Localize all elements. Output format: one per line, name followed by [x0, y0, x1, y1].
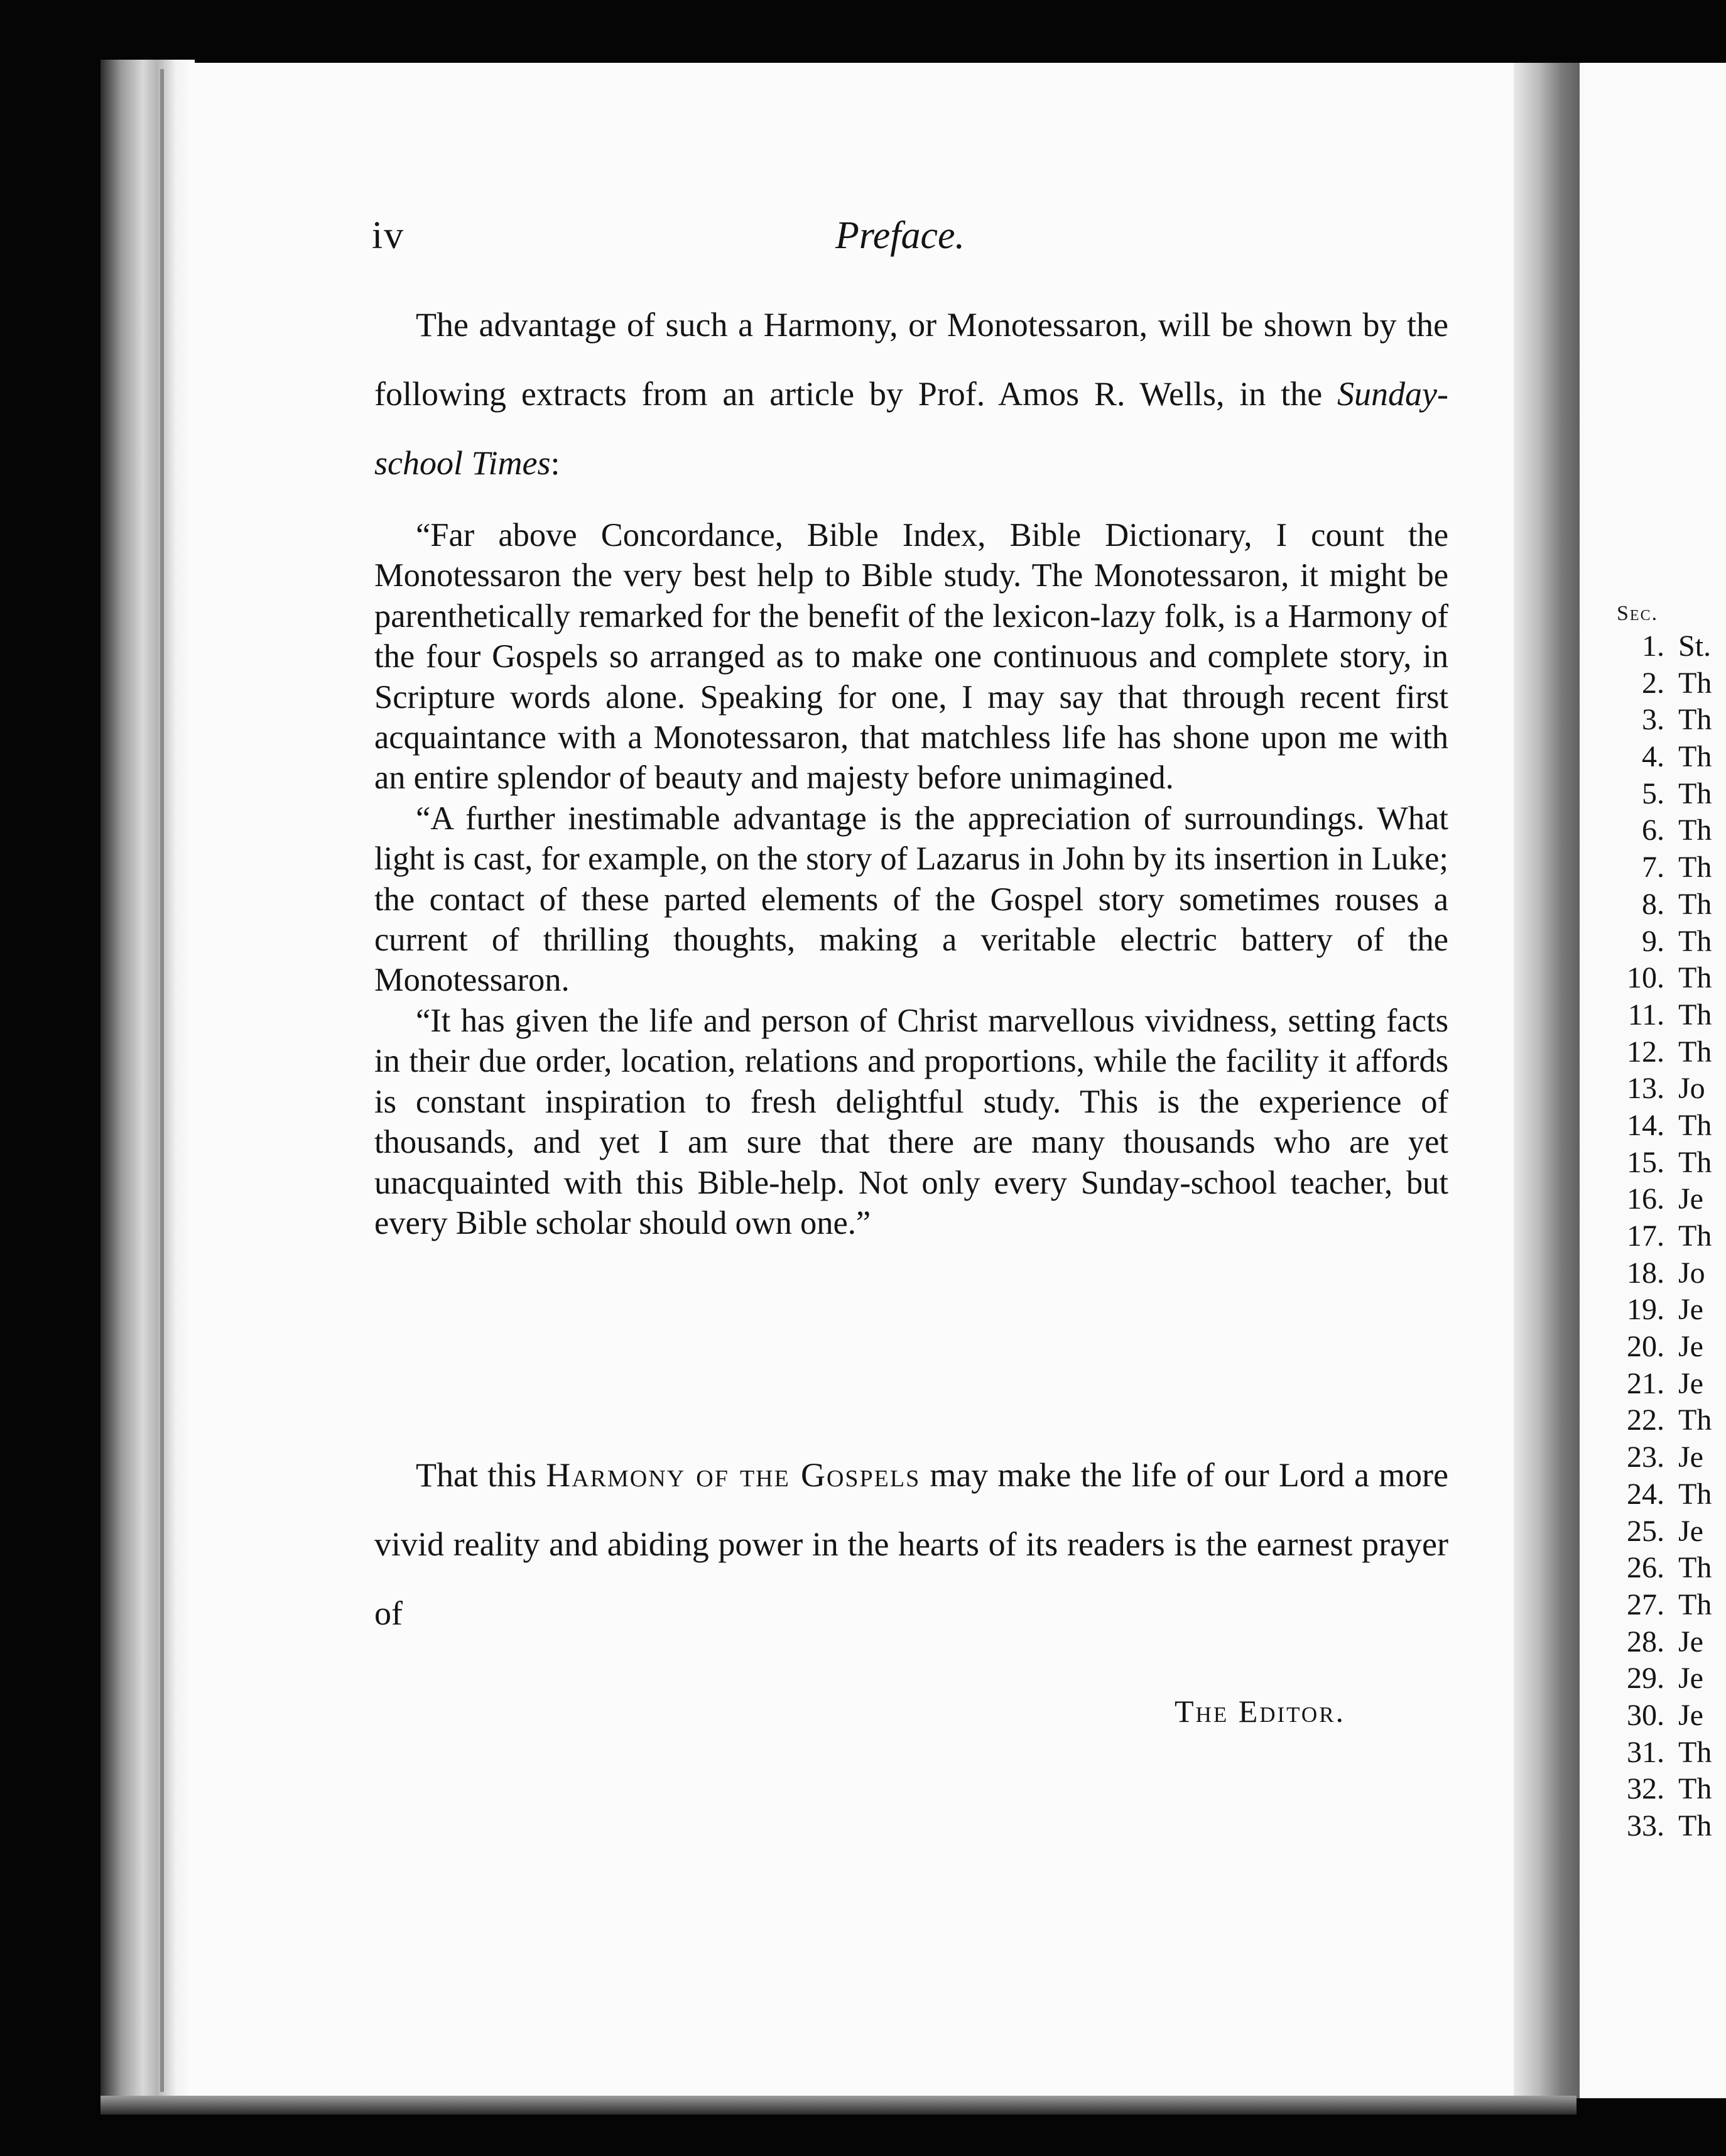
contents-entry [1608, 960, 1726, 997]
contents-entry-number: 29. [1627, 1662, 1664, 1696]
contents-entry-text: Th [1678, 814, 1712, 847]
contents-entry [1608, 1660, 1726, 1697]
contents-entry-text: Je [1678, 1514, 1703, 1548]
contents-entry-text: Th [1678, 1145, 1712, 1179]
contents-entry-number: 5. [1642, 776, 1664, 810]
page-gutter [1514, 63, 1583, 2098]
closing-text-after: may make the life of our Lord a more vivid reality and abiding power in the hearts of its readers is the earnest prayer of [374, 1456, 1449, 1632]
contents-entry [1608, 923, 1726, 961]
contents-entry-text: Th [1678, 851, 1712, 885]
contents-entry [1608, 1476, 1726, 1513]
contents-entry-number: 21. [1627, 1366, 1664, 1400]
publication-title: Sunday-school Times [374, 375, 1448, 482]
contents-entry-text: Jo [1678, 1072, 1705, 1106]
contents-entry-text: Th [1678, 887, 1712, 921]
book-title: Harmony of the Gospels [546, 1456, 921, 1494]
contents-entry [1608, 1402, 1726, 1439]
contents-entry [1608, 1624, 1726, 1661]
contents-entry [1608, 1734, 1726, 1772]
signature: The Editor. [1175, 1694, 1346, 1729]
contents-entry-number: 19. [1627, 1293, 1664, 1327]
contents-entry-text: Th [1678, 1551, 1712, 1585]
contents-entry-number: 32. [1627, 1772, 1664, 1806]
contents-entry [1608, 1145, 1726, 1182]
contents-entry [1608, 849, 1726, 886]
contents-entry-text: Je [1678, 1698, 1703, 1732]
contents-entry [1608, 997, 1726, 1034]
quote-paragraph-3: “It has given the life and person of Christ marvellous vividness, setting facts in their due order, location, relations and proportions, while the facility it affords is constant inspiration to fresh delightful study. This is the experience of thousands, and yet I am sure that there are many thousands who are yet unacquainted with this Bible-help. Not only every Sunday-school teacher, but every Bible scholar should own one.” [374, 1002, 1448, 1241]
quotation-block [374, 515, 1448, 1243]
contents-entry-number: 2. [1642, 666, 1664, 700]
contents-entry-text: Th [1678, 776, 1712, 810]
contents-entry-number: 7. [1642, 851, 1664, 885]
contents-entry [1608, 628, 1726, 665]
contents-entry-number: 11. [1627, 998, 1664, 1032]
contents-entry-number: 30. [1627, 1698, 1664, 1732]
contents-entry-number: 31. [1627, 1735, 1664, 1769]
contents-entry [1608, 1292, 1726, 1329]
contents-entry-number: 27. [1627, 1587, 1664, 1621]
contents-entry-number: 13. [1627, 1072, 1664, 1106]
contents-entry [1608, 776, 1726, 813]
contents-entry-text: Th [1678, 961, 1712, 995]
contents-entry [1608, 1181, 1726, 1218]
contents-entry [1608, 702, 1726, 739]
contents-entry [1608, 812, 1726, 849]
contents-entry-number: 8. [1642, 887, 1664, 921]
contents-entry-text: Th [1678, 1772, 1712, 1806]
spine-line [160, 69, 164, 2092]
contents-entry [1608, 665, 1726, 702]
facing-sec-label: Sec. [1617, 602, 1659, 625]
contents-entry-text: Th [1678, 1735, 1712, 1769]
contents-entry-number: 17. [1627, 1219, 1664, 1253]
contents-entry-number: 15. [1627, 1145, 1664, 1179]
contents-entry-text: Th [1678, 1403, 1712, 1437]
contents-entry [1608, 1808, 1726, 1845]
quote-paragraph-2: “A further inestimable advantage is the appreciation of surroundings. What light is cast, for example, on the story of Lazarus in John by its insertion in Luke; the contact of these parted elements of the Gospel story sometimes rouses a current of thrilling thoughts, making a veritable electric battery of the Monotessaron. [374, 800, 1448, 999]
contents-entry-text: Th [1678, 703, 1712, 737]
contents-entry-text: Th [1678, 1035, 1712, 1069]
contents-entry-text: Je [1678, 1182, 1703, 1216]
page-number: iv [372, 214, 405, 257]
contents-entry [1608, 1329, 1726, 1366]
contents-entry [1608, 1439, 1726, 1476]
contents-entry [1608, 1108, 1726, 1145]
contents-entry-text: Th [1678, 998, 1712, 1032]
intro-text-after: : [550, 444, 560, 482]
contents-entry-number: 12. [1627, 1035, 1664, 1069]
contents-entry [1608, 1697, 1726, 1734]
contents-entry-number: 3. [1642, 703, 1664, 737]
contents-entry [1608, 886, 1726, 923]
contents-entry-number: 10. [1627, 961, 1664, 995]
contents-entry-number: 26. [1627, 1551, 1664, 1585]
contents-entry-number: 4. [1642, 740, 1664, 774]
contents-entry-text: Je [1678, 1366, 1703, 1400]
contents-entry [1608, 1550, 1726, 1587]
closing-text-before: That this [416, 1456, 546, 1494]
contents-entry-text: Jo [1678, 1256, 1705, 1290]
contents-entry-text: Je [1678, 1330, 1703, 1364]
contents-entry-number: 1. [1642, 629, 1664, 663]
contents-entry [1608, 1070, 1726, 1108]
contents-entry-text: Je [1678, 1625, 1703, 1658]
contents-entry [1608, 739, 1726, 776]
contents-entry [1608, 1034, 1726, 1071]
contents-entry-number: 28. [1627, 1625, 1664, 1658]
contents-entry-text: Th [1678, 666, 1712, 700]
contents-entry-text: Th [1678, 924, 1712, 958]
contents-entry-number: 14. [1627, 1108, 1664, 1142]
contents-entry [1608, 1513, 1726, 1550]
contents-entry [1608, 1218, 1726, 1255]
contents-entry-text: Th [1678, 740, 1712, 774]
contents-entry-number: 33. [1627, 1809, 1664, 1843]
contents-entry-number: 9. [1642, 924, 1664, 958]
contents-entry-text: Je [1678, 1662, 1703, 1696]
facing-contents-list [1608, 628, 1726, 1845]
contents-entry-text: Je [1678, 1293, 1703, 1327]
page-bottom-edge [100, 2096, 1577, 2115]
contents-entry-number: 16. [1627, 1182, 1664, 1216]
closing-paragraph [374, 1440, 1448, 1648]
running-title: Preface. [835, 214, 965, 257]
contents-entry-number: 18. [1627, 1256, 1664, 1290]
contents-entry-text: Th [1678, 1219, 1712, 1253]
contents-entry-number: 22. [1627, 1403, 1664, 1437]
intro-text-before: The advantage of such a Harmony, or Monotessaron, will be shown by the following extracts from an article by Prof. Amos R. Wells, in the [374, 306, 1448, 413]
contents-entry-text: Th [1678, 1108, 1712, 1142]
contents-entry-text: Th [1678, 1587, 1712, 1621]
intro-paragraph [374, 290, 1448, 498]
contents-entry-text: Je [1678, 1440, 1703, 1474]
contents-entry [1608, 1587, 1726, 1624]
contents-entry-text: Th [1678, 1477, 1712, 1511]
contents-entry [1608, 1366, 1726, 1403]
contents-entry-number: 6. [1642, 814, 1664, 847]
contents-entry-text: St. [1678, 629, 1712, 663]
contents-entry-number: 25. [1627, 1514, 1664, 1548]
contents-entry-number: 20. [1627, 1330, 1664, 1364]
contents-entry [1608, 1255, 1726, 1292]
contents-entry-number: 24. [1627, 1477, 1664, 1511]
quote-paragraph-1: “Far above Concordance, Bible Index, Bible Dictionary, I count the Monotessaron the very best help to Bible study. The Monotessaron, it might be parenthetically remarked for the benefit of the lexicon-lazy folk, is a Harmony of the four Gospels so arranged as to make one continuous and complete story, in Scripture words alone. Speaking for one, I may say that through recent first acquaintance with a Monotessaron, that matchless life has shone upon me with an entire splendor of beauty and majesty before unimagined. [374, 517, 1448, 797]
contents-entry-text: Th [1678, 1809, 1712, 1843]
contents-entry-number: 23. [1627, 1440, 1664, 1474]
book-spine-edge [100, 60, 195, 2101]
contents-entry [1608, 1771, 1726, 1808]
